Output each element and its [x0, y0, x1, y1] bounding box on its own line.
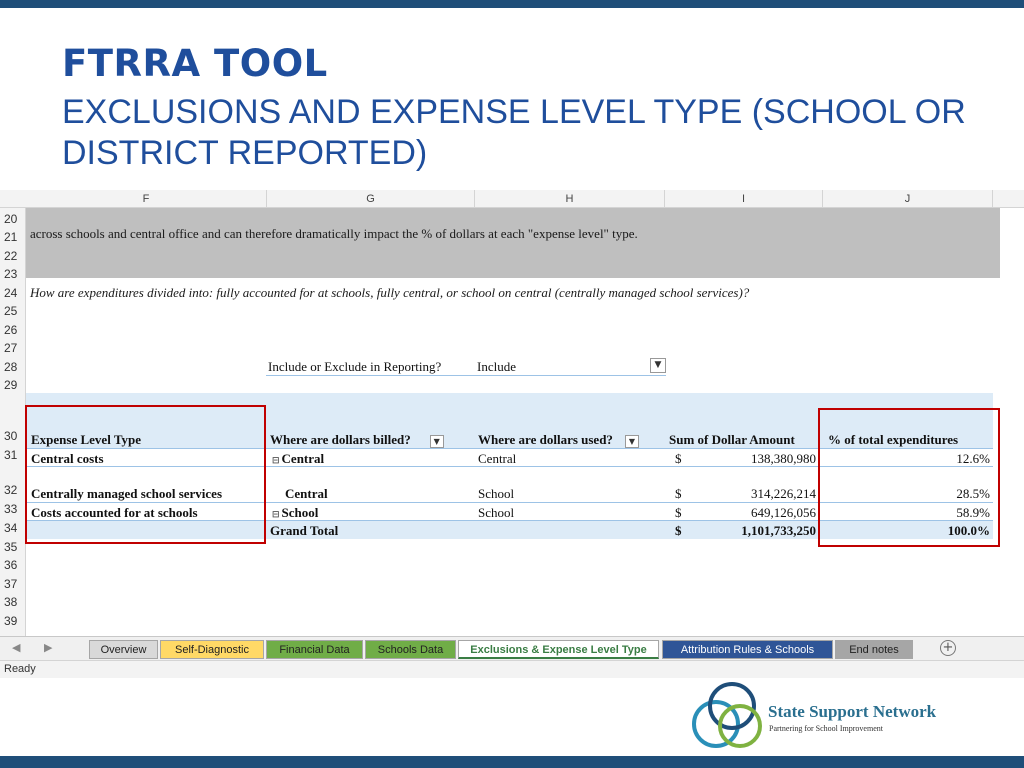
header-expense-level-type: Expense Level Type — [31, 432, 142, 447]
row-number[interactable]: 23 — [4, 267, 18, 281]
header-percent: % of total expenditures — [828, 432, 959, 447]
row-number[interactable]: 34 — [4, 521, 18, 535]
row-billed-label: School — [281, 505, 319, 520]
row-number[interactable]: 39 — [4, 614, 18, 628]
row-type: Costs accounted for at schools — [31, 505, 198, 520]
sheet-tab-exclusions[interactable]: Exclusions & Expense Level Type — [458, 640, 659, 659]
sheet-tab-end-notes[interactable]: End notes — [835, 640, 913, 659]
billed-dropdown-icon[interactable]: ▼ — [430, 435, 444, 448]
row-number[interactable]: 29 — [4, 378, 18, 392]
row-currency: $ — [675, 451, 682, 466]
collapse-icon[interactable]: ⊟ — [272, 456, 280, 466]
row-amount: 649,126,056 — [751, 505, 816, 520]
column-header-f[interactable]: F — [26, 190, 267, 208]
slide-subtitle: EXCLUSIONS AND EXPENSE LEVEL TYPE (SCHOOL OR DISTRICT REPORTED) — [62, 93, 966, 172]
highlight-box-expense-level — [25, 405, 266, 544]
row-currency: $ — [675, 505, 682, 520]
row-number[interactable]: 36 — [4, 558, 18, 572]
state-support-network-logo — [688, 678, 988, 754]
row-number[interactable]: 24 — [4, 286, 18, 300]
row-billed — [272, 451, 324, 467]
header-used-label: Where are dollars used? — [478, 432, 613, 447]
row-used: School — [478, 505, 515, 520]
row-type: Centrally managed school services — [31, 486, 223, 501]
row-billed: Central — [285, 486, 328, 501]
row-billed — [272, 505, 318, 521]
row-number[interactable]: 27 — [4, 341, 18, 355]
row-number[interactable]: 28 — [4, 360, 18, 374]
bottom-accent-bar — [0, 756, 1024, 768]
spreadsheet-screenshot — [0, 190, 1024, 678]
row-number[interactable]: 37 — [4, 577, 18, 591]
row-amount: 138,380,980 — [751, 451, 816, 466]
row-type: Central costs — [31, 451, 104, 466]
column-header-g[interactable]: G — [267, 190, 475, 208]
row-number[interactable]: 32 — [4, 483, 18, 497]
row-number[interactable]: 30 — [4, 429, 18, 443]
row-currency: $ — [675, 486, 682, 501]
row-number[interactable]: 35 — [4, 540, 18, 554]
row-percent: 28.5% — [956, 486, 990, 501]
row-amount: 314,226,214 — [751, 486, 816, 501]
filter-value: Include — [477, 359, 516, 374]
status-bar — [0, 660, 1024, 678]
row-number[interactable]: 21 — [4, 230, 18, 244]
row-number[interactable]: 31 — [4, 448, 18, 462]
header-used — [478, 432, 639, 448]
grand-total-label: Grand Total — [270, 523, 339, 538]
filter-icon[interactable]: ▼ — [650, 358, 666, 373]
header-billed — [270, 432, 444, 448]
logo-tagline: Partnering for School Improvement — [769, 724, 883, 733]
filter-label: Include or Exclude in Reporting? — [268, 359, 442, 374]
row-used: Central — [478, 451, 517, 466]
row-number[interactable]: 22 — [4, 249, 18, 263]
sheet-tab-self-diagnostic[interactable]: Self-Diagnostic — [160, 640, 264, 659]
column-header-i[interactable]: I — [665, 190, 823, 208]
row-number[interactable]: 38 — [4, 595, 18, 609]
sheet-tab-schools-data[interactable]: Schools Data — [365, 640, 456, 659]
column-header-h[interactable]: H — [475, 190, 665, 208]
column-header-bar — [0, 190, 1024, 208]
row-number[interactable]: 20 — [4, 212, 18, 226]
row-used: School — [478, 486, 515, 501]
row-number[interactable]: 26 — [4, 323, 18, 337]
header-sum: Sum of Dollar Amount — [669, 432, 795, 447]
status-text: Ready — [4, 663, 36, 675]
sheet-tab-overview[interactable]: Overview — [89, 640, 158, 659]
used-dropdown-icon[interactable]: ▼ — [625, 435, 639, 448]
sheet-tab-bar — [0, 636, 1024, 660]
note-band — [26, 208, 1000, 278]
grand-total-amount: 1,101,733,250 — [741, 523, 816, 538]
note-text: across schools and central office and can therefore dramatically impact the % of dollars at each "expense level" type. — [30, 226, 638, 241]
add-sheet-icon[interactable]: + — [940, 640, 956, 656]
row-percent: 12.6% — [956, 451, 990, 466]
sheet-tab-financial-data[interactable]: Financial Data — [266, 640, 363, 659]
slide-title: FTRRA TOOL — [62, 42, 328, 85]
rings-logo-icon — [688, 678, 768, 754]
row-number[interactable]: 25 — [4, 304, 18, 318]
question-text: How are expenditures divided into: fully accounted for at schools, fully central, or school on central (centrally managed school services)? — [30, 285, 750, 300]
highlight-box-percent — [818, 408, 1000, 547]
grand-total-currency: $ — [675, 523, 682, 538]
filter-underline — [266, 375, 666, 376]
sheet-tab-attribution-rules[interactable]: Attribution Rules & Schools — [662, 640, 833, 659]
scroll-right-icon[interactable]: ▶ — [44, 641, 53, 654]
row-billed-label: Central — [281, 451, 325, 466]
logo-name: State Support Network — [768, 702, 937, 721]
collapse-icon[interactable]: ⊟ — [272, 510, 280, 520]
column-header-j[interactable]: J — [823, 190, 993, 208]
row-number[interactable]: 33 — [4, 502, 18, 516]
header-billed-label: Where are dollars billed? — [270, 432, 411, 447]
top-accent-bar — [0, 0, 1024, 8]
row-percent: 58.9% — [956, 505, 990, 520]
scroll-left-icon[interactable]: ◀ — [12, 641, 21, 654]
grand-total-percent: 100.0% — [947, 523, 990, 538]
